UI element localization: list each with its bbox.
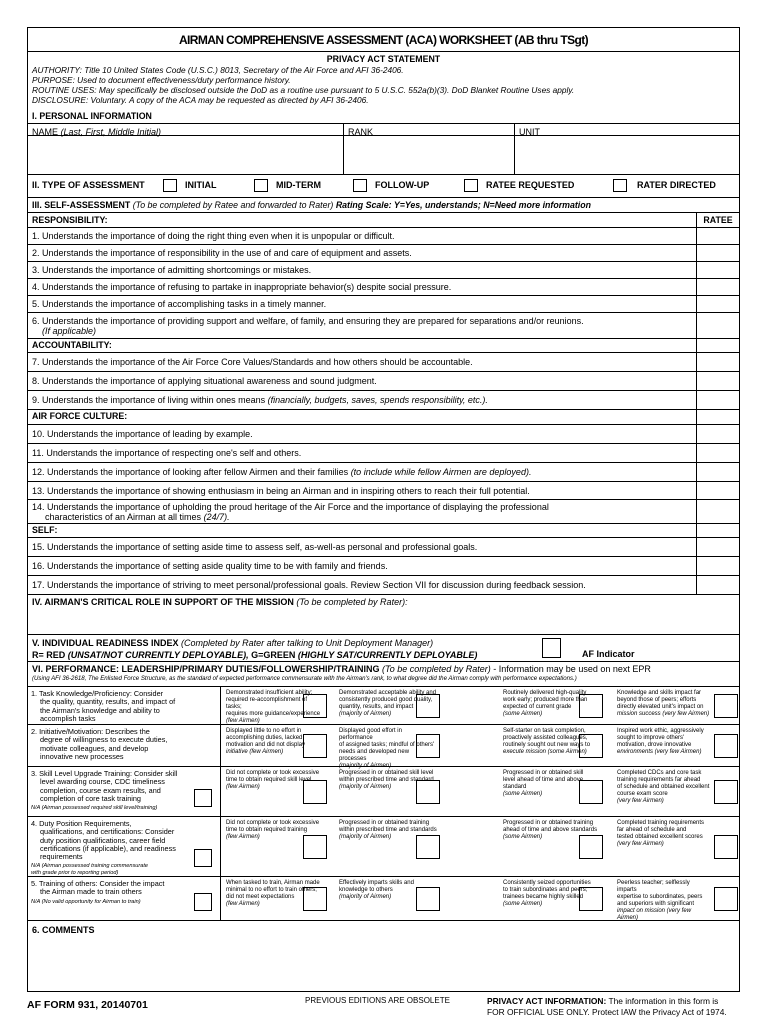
personal-info-row <box>28 124 739 175</box>
ratee-input-16[interactable] <box>696 557 739 575</box>
privacy-info: PRIVACY ACT INFORMATION: The information in this form is FOR OFFICIAL USE ONLY. Protect IAW the Privacy Act of 1974. <box>487 996 727 1017</box>
self-assessment-item-7: 7. Understands the importance of the Air Force Core Values/Standards and how others should be accountable. <box>28 353 739 372</box>
rating-checkbox-1[interactable] <box>303 734 327 758</box>
performance-descriptor-1: When tasked to train, Airman made minimal to no effort to train others; did not meet expectations (few Airmen) <box>226 880 320 907</box>
performance-descriptor-2: Effectively imparts skills and knowledge to others (majority of Airmen) <box>339 880 414 900</box>
af-culture-header: AIR FORCE CULTURE: <box>28 410 739 425</box>
ratee-input-3[interactable] <box>696 262 739 278</box>
mission-role-section[interactable]: IV. AIRMAN'S CRITICAL ROLE IN SUPPORT OF THE MISSION (To be completed by Rater): <box>28 595 739 635</box>
readiness-index-section: V. INDIVIDUAL READINESS INDEX (Completed by Rater after talking to Unit Deployment Manager) R= RED (UNSAT/NOT CURRENTLY DEPLOYABLE), G=GREEN (HIGHLY SAT/CURRENTLY DEPLOYABLE) AF Indicator <box>28 635 739 662</box>
self-assessment-item-13: 13. Understands the importance of showing enthusiasm in being an Airman and in inspiring others to reach their full potential. <box>28 482 739 500</box>
performance-descriptor-2: Demonstrated acceptable ability and consistently produced good quality, quantity, results, and impact (majority of Airmen) <box>339 690 437 717</box>
midterm-checkbox[interactable] <box>254 179 268 192</box>
af-indicator-label: AF Indicator <box>582 649 635 659</box>
performance-descriptor-1: Did not complete or took excessive time to obtain required training (few Airmen) <box>226 820 320 840</box>
self-assessment-item-15: 15. Understands the importance of setting aside time to assess self, as-well-as personal and professional goals. <box>28 538 739 557</box>
self-assessment-item-17: 17. Understands the importance of striving to meet personal/professional goals. Review Section VII for discussion during feedback session. <box>28 576 739 595</box>
ratee-input-5[interactable] <box>696 296 739 312</box>
performance-descriptor-3: Consistently seized opportunities to train subordinates and peers; trainees became highly skilled (some Airmen) <box>503 880 591 907</box>
privacy-purpose: PURPOSE: Used to document effectiveness/duty performance history. <box>32 75 291 85</box>
self-header: SELF: <box>28 524 739 538</box>
self-assessment-item-1: 1. Understands the importance of doing the right thing even when it is unpopular or difficult. <box>28 228 739 245</box>
ratee-column-header: RATEE <box>696 213 739 227</box>
ratee-input-1[interactable] <box>696 228 739 244</box>
self-assessment-item-8: 8. Understands the importance of applying situational awareness and sound judgment. <box>28 372 739 391</box>
rating-checkbox-2[interactable] <box>416 780 440 804</box>
performance-descriptor-3: Self-starter on task completion, proactively assisted colleagues, routinely sought out new ways to execute mission (some Airmen) <box>503 728 591 755</box>
form-footer <box>27 995 740 1021</box>
performance-row-5 <box>28 877 739 921</box>
performance-descriptor-2: Displayed good effort in performance of assigned tasks; mindful of others' needs and developed new processes (majority of Airmen) <box>339 728 435 769</box>
ratee-input-6[interactable] <box>696 313 739 338</box>
na-option-label: N/A (Airman possessed required skill level/training) <box>31 805 158 812</box>
na-checkbox[interactable] <box>194 893 212 911</box>
rater-directed-checkbox[interactable] <box>613 179 627 192</box>
performance-descriptor-4: Peerless teacher; selflessly imparts expertise to subordinates, peers and superiors with significant impact on mission (very few Airmen) <box>617 880 703 921</box>
rating-checkbox-1[interactable] <box>303 835 327 859</box>
rating-checkbox-1[interactable] <box>303 694 327 718</box>
self-assessment-item-16: 16. Understands the importance of setting aside quality time to be with family and friends. <box>28 557 739 576</box>
rating-checkbox-4[interactable] <box>714 694 738 718</box>
rating-checkbox-1[interactable] <box>303 780 327 804</box>
performance-row-1 <box>28 687 739 725</box>
performance-row-4 <box>28 817 739 877</box>
privacy-routine-uses: ROUTINE USES: May specifically be disclosed outside the DoD as a routine use pursuant to 5 U.S.C. 552a(b)(3). DoD Blanket Routine Uses apply. <box>32 85 575 95</box>
performance-criterion-label: 5. Training of others: Consider the impact the Airman made to train others N/A (No valid opportunity for Airman to train) <box>28 877 220 920</box>
rating-checkbox-3[interactable] <box>579 835 603 859</box>
obsolete-notice: PREVIOUS EDITIONS ARE OBSOLETE <box>305 996 450 1005</box>
performance-descriptor-1: Demonstrated insufficient ability; required re-accomplishment of tasks; requires more guidance/experience (few Airmen) <box>226 690 321 724</box>
self-assessment-item-3: 3. Understands the importance of admitting shortcomings or mistakes. <box>28 262 739 279</box>
performance-descriptor-3: Routinely delivered high-quality work early; produced more than expected of current grade (some Airmen) <box>503 690 588 717</box>
na-checkbox[interactable] <box>194 789 212 807</box>
na-option-label: N/A (Airman possessed training commensurate <box>31 863 148 870</box>
ratee-input-9[interactable] <box>696 391 739 409</box>
performance-descriptor-1: Displayed little to no effort in accomplishing duties, lacked motivation and did not display initiative (few Airmen) <box>226 728 306 755</box>
performance-descriptor-3: Progressed in or obtained training ahead of time and above standards (some Airmen) <box>503 820 598 840</box>
ratee-input-14[interactable] <box>696 500 739 523</box>
rating-checkbox-4[interactable] <box>714 835 738 859</box>
ratee-input-4[interactable] <box>696 279 739 295</box>
aca-form <box>27 27 740 992</box>
performance-criterion-label: 1. Task Knowledge/Proficiency: Consider the quality, quantity, results, and impact of the Airman's knowledge and ability to accomplish tasks <box>31 689 176 723</box>
self-assessment-item-5: 5. Understands the importance of accomplishing tasks in a timely manner. <box>28 296 739 313</box>
self-assessment-item-4: 4. Understands the importance of refusing to partake in inappropriate behavior(s) despite social pressure. <box>28 279 739 296</box>
section-2-heading: II. TYPE OF ASSESSMENT <box>32 180 145 190</box>
self-assessment-item-6: 6. Understands the importance of providing support and welfare, of family, and ensuring they are prepared for separations and/or reunions. (If applicable) <box>28 313 739 339</box>
ratee-input-2[interactable] <box>696 245 739 261</box>
performance-descriptor-4: Knowledge and skills impact far beyond those of peers; efforts directly elevated unit's impact on mission success (very few Airmen) <box>617 690 710 717</box>
rating-checkbox-3[interactable] <box>579 780 603 804</box>
ratee-input-17[interactable] <box>696 576 739 594</box>
rating-checkbox-3[interactable] <box>579 734 603 758</box>
na-option-label: with grade prior to reporting period) <box>31 869 119 876</box>
ratee-input-11[interactable] <box>696 444 739 462</box>
rating-checkbox-3[interactable] <box>579 887 603 911</box>
rating-checkbox-2[interactable] <box>416 835 440 859</box>
performance-criterion-label: 3. Skill Level Upgrade Training: Consider skill level awarding course, CDC timeliness completion, course exam results, and completion of core task training N/A (Airman possessed required skill level/training) <box>28 767 220 816</box>
ratee-input-10[interactable] <box>696 425 739 443</box>
performance-criterion-label: 4. Duty Position Requirements, qualifications, and certifications: Consider duty position qualifications, career field certifications (if applicable), and readiness requirements N/A (Airman possessed training commensurate with grade prior to reporting period) <box>28 817 220 876</box>
ratee-input-15[interactable] <box>696 538 739 556</box>
performance-row-3 <box>28 767 739 817</box>
ratee-input-13[interactable] <box>696 482 739 499</box>
form-id: AF FORM 931, 20140701 <box>27 999 148 1011</box>
performance-descriptor-2: Progressed in or obtained training within prescribed time and standards (majority of Airmen) <box>339 820 437 840</box>
performance-criterion-label: 2. Initiative/Motivation: Describes the degree of willingness to execute duties, motivate colleagues, and develop innovative new processes <box>31 727 168 761</box>
performance-descriptor-3: Progressed in or obtained skill level ahead of time and above standard (some Airmen) <box>503 770 584 797</box>
name-field[interactable]: NAME (Last, First, Middle Initial) <box>32 127 162 137</box>
ratee-requested-checkbox[interactable] <box>464 179 478 192</box>
assessment-type-row: II. TYPE OF ASSESSMENT INITIAL MID-TERM FOLLOW-UP RATEE REQUESTED RATER DIRECTED <box>28 175 739 198</box>
rating-checkbox-2[interactable] <box>416 734 440 758</box>
self-assessment-item-12: 12. Understands the importance of looking after fellow Airmen and their families (to include while fellow Airmen are deployed). <box>28 463 739 482</box>
na-option-label: N/A (No valid opportunity for Airman to train) <box>31 898 141 905</box>
form-title: AIRMAN COMPREHENSIVE ASSESSMENT (ACA) WORKSHEET (AB thru TSgt) <box>28 28 739 52</box>
self-assessment-item-14: 14. Understands the importance of upholding the proud heritage of the Air Force and the importance of displaying the professional characteristics of an Airman at all times (24/7). <box>28 500 739 524</box>
self-assessment-item-9: 9. Understands the importance of living within ones means (financially, budgets, saves, spends responsibility, etc.). <box>28 391 739 410</box>
accountability-header: ACCOUNTABILITY: <box>28 339 739 353</box>
rating-checkbox-4[interactable] <box>714 780 738 804</box>
rank-field[interactable]: RANK <box>348 127 374 137</box>
followup-checkbox[interactable] <box>353 179 367 192</box>
comments-section[interactable]: 6. COMMENTS <box>32 925 95 935</box>
af-indicator-box[interactable] <box>542 638 561 658</box>
section-3-header: III. SELF-ASSESSMENT (To be completed by Ratee and forwarded to Rater) Rating Scale: Y=Yes, understands; N=Need more information <box>28 198 739 213</box>
responsibility-header: RESPONSIBILITY: RATEE <box>28 213 739 228</box>
self-assessment-item-11: 11. Understands the importance of respecting one's self and others. <box>28 444 739 463</box>
performance-descriptor-4: Completed training requirements far ahead of schedule and tested obtained excellent scores (very few Airmen) <box>617 820 705 847</box>
privacy-disclosure: DISCLOSURE: Voluntary. A copy of the ACA may be requested as directed by AFI 36-2406. <box>32 95 369 105</box>
na-checkbox[interactable] <box>194 849 212 867</box>
self-assessment-item-2: 2. Understands the importance of responsibility in the use of and care of equipment and assets. <box>28 245 739 262</box>
unit-field[interactable]: UNIT <box>519 127 540 137</box>
performance-descriptor-4: Completed CDCs and core task training requirements far ahead of schedule and obtained excellent course exam score (very few Airmen) <box>617 770 710 804</box>
performance-row-2 <box>28 725 739 767</box>
section-1-header: I. PERSONAL INFORMATION <box>28 110 739 124</box>
performance-descriptor-4: Inspired work ethic, aggressively sought to improve others' motivation, drove innovative environments (very few Airmen) <box>617 728 704 755</box>
ratee-input-8[interactable] <box>696 372 739 390</box>
performance-header: VI. PERFORMANCE: LEADERSHIP/PRIMARY DUTIES/FOLLOWERSHIP/TRAINING (To be completed by Rater) - Information may be used on next EPR (Using AFI 36-2618, The Enlisted Force Structure, as the standard of expected performance commensurate with the Airman's rank, to what degree did the Airman comply with performance expectations.) <box>28 662 739 687</box>
privacy-authority: AUTHORITY: Title 10 United States Code (U.S.C.) 8013, Secretary of the Air Force and AFI 36-2406. <box>32 65 404 75</box>
rating-checkbox-4[interactable] <box>714 887 738 911</box>
rating-checkbox-2[interactable] <box>416 694 440 718</box>
privacy-heading: PRIVACY ACT STATEMENT <box>326 54 441 64</box>
performance-descriptor-2: Progressed in or obtained skill level within prescribed time and standard (majority of Airmen) <box>339 770 434 790</box>
rating-checkbox-1[interactable] <box>303 887 327 911</box>
rating-checkbox-3[interactable] <box>579 694 603 718</box>
self-assessment-item-10: 10. Understands the importance of leading by example. <box>28 425 739 444</box>
ratee-input-12[interactable] <box>696 463 739 481</box>
ratee-input-7[interactable] <box>696 353 739 371</box>
rating-checkbox-2[interactable] <box>416 887 440 911</box>
performance-descriptor-1: Did not complete or took excessive time to obtain required skill level (few Airmen) <box>226 770 320 790</box>
initial-checkbox[interactable] <box>163 179 177 192</box>
rating-checkbox-4[interactable] <box>714 734 738 758</box>
